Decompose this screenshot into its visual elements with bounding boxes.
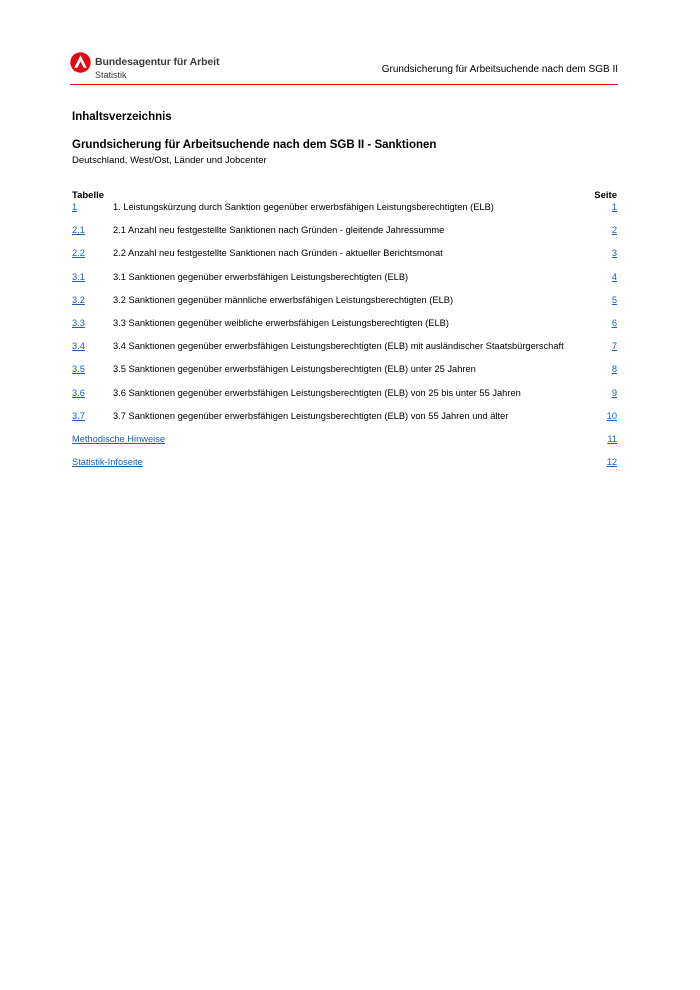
methodische-hinweise-link[interactable]: Methodische Hinweise — [72, 433, 166, 444]
toc-entry — [72, 270, 617, 293]
toc-entry-number-link[interactable]: 3.2 — [72, 294, 85, 305]
toc-entry-title: 3.4 Sanktionen gegenüber erwerbsfähigen Leistungsberechtigten (ELB) mit ausländischer Staatsbürgerschaft — [113, 341, 564, 352]
document-title: Grundsicherung für Arbeitsuchende nach dem SGB II - Sanktionen — [72, 139, 437, 151]
toc-entry-title: 3.7 Sanktionen gegenüber erwerbsfähigen Leistungsberechtigten (ELB) von 55 Jahren und älter — [113, 410, 509, 421]
ba-logo-icon — [70, 52, 91, 73]
toc-entry-number-link[interactable]: 3.4 — [72, 341, 85, 352]
toc-entry-number-link[interactable]: 3.5 — [72, 364, 85, 375]
toc-entry-title: 2.1 Anzahl neu festgestellte Sanktionen nach Gründen - gleitende Jahressumme — [113, 225, 445, 236]
toc-entry-page-link[interactable]: 10 — [606, 410, 617, 421]
page-header — [70, 50, 618, 85]
toc-extra-entry — [72, 455, 617, 478]
toc-entry — [72, 339, 617, 362]
toc-entry-number-link[interactable]: 2.1 — [72, 225, 85, 236]
toc-entry-page-link[interactable]: 6 — [611, 317, 617, 328]
toc-entry — [72, 362, 617, 385]
toc-entry-title: 3.5 Sanktionen gegenüber erwerbsfähigen Leistungsberechtigten (ELB) unter 25 Jahren — [113, 364, 476, 375]
toc-entry-number-link[interactable]: 2.2 — [72, 248, 85, 259]
document-subtitle: Deutschland, West/Ost, Länder und Jobcenter — [72, 155, 267, 166]
toc-entry-title: 2.2 Anzahl neu festgestellte Sanktionen nach Gründen - aktueller Berichtsmonat — [113, 248, 443, 259]
toc-entry-page-link[interactable]: 12 — [606, 457, 617, 468]
toc-entry-title: 3.6 Sanktionen gegenüber erwerbsfähigen Leistungsberechtigten (ELB) von 25 bis unter 55 Jahren — [113, 387, 521, 398]
column-header-table: Tabelle — [72, 190, 105, 201]
toc-entry-number-link[interactable]: 3.3 — [72, 317, 85, 328]
toc-entry-page-link[interactable]: 1 — [611, 202, 617, 212]
org-subname: Statistik — [95, 70, 127, 80]
toc-entry-page-link[interactable]: 4 — [611, 271, 617, 282]
toc-entry — [72, 246, 617, 269]
toc-entry — [72, 200, 617, 223]
toc-entry-number-link[interactable]: 3.1 — [72, 271, 85, 282]
toc-entry-title: 1. Leistungskürzung durch Sanktion gegenüber erwerbsfähigen Leistungsberechtigten (ELB) — [113, 202, 494, 212]
toc-entry-page-link[interactable]: 5 — [611, 294, 617, 305]
toc-entry-title: 3.1 Sanktionen gegenüber erwerbsfähigen Leistungsberechtigten (ELB) — [113, 271, 409, 282]
toc-extra-entry — [72, 432, 617, 455]
org-name: Bundesagentur für Arbeit — [95, 56, 220, 68]
statistik-infoseite-link[interactable]: Statistik-Infoseite — [72, 457, 143, 468]
toc-entry-page-link[interactable]: 7 — [611, 341, 617, 352]
toc-entry — [72, 409, 617, 432]
toc-entry-page-link[interactable]: 11 — [607, 433, 617, 444]
header-title: Grundsicherung für Arbeitsuchende nach dem SGB II — [381, 64, 618, 75]
toc-entry-number-link[interactable]: 3.6 — [72, 387, 85, 398]
toc-entry-number-link[interactable]: 3.7 — [72, 410, 85, 421]
toc-entry-title: 3.2 Sanktionen gegenüber männliche erwerbsfähigen Leistungsberechtigten (ELB) — [113, 294, 454, 305]
toc-entry — [72, 316, 617, 339]
toc-entry-page-link[interactable]: 2 — [611, 225, 617, 236]
toc-list — [72, 200, 617, 478]
toc-entry — [72, 293, 617, 316]
toc-entry-page-link[interactable]: 3 — [611, 248, 617, 259]
toc-entry-page-link[interactable]: 9 — [611, 387, 617, 398]
column-header-page: Seite — [594, 190, 617, 201]
toc-entry — [72, 223, 617, 246]
logo — [70, 52, 230, 82]
toc-entry-number-link[interactable]: 1 — [72, 202, 78, 212]
toc-entry — [72, 386, 617, 409]
toc-entry-page-link[interactable]: 8 — [611, 364, 617, 375]
toc-entry-title: 3.3 Sanktionen gegenüber weibliche erwerbsfähigen Leistungsberechtigten (ELB) — [113, 317, 449, 328]
toc-heading: Inhaltsverzeichnis — [72, 111, 172, 123]
